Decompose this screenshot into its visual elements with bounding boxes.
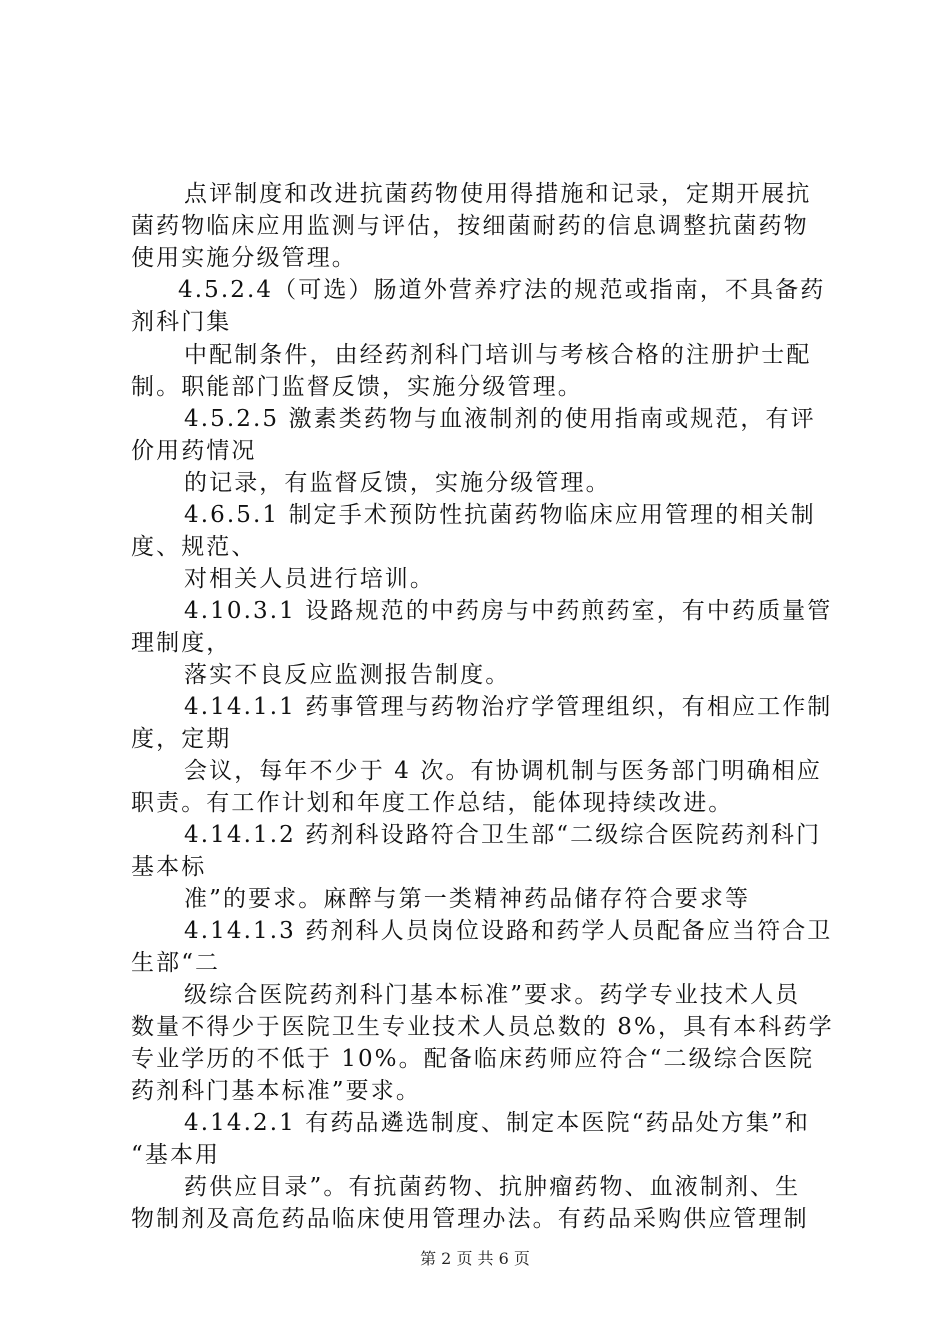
text-line: 物制剂及高危药品临床使用管理办法。有药品采购供应管理制	[131, 1206, 809, 1232]
text-line: 4.14.1.2 药剂科设路符合卫生部“二级综合医院药剂科门	[184, 822, 822, 848]
text-line: 准”的要求。麻醉与第一类精神药品储存符合要求等	[184, 886, 751, 912]
text-line: 数量不得少于医院卫生专业技术人员总数的 8%，具有本科药学	[131, 1014, 834, 1040]
text-line: 点评制度和改进抗菌药物使用得措施和记录，定期开展抗	[184, 181, 812, 207]
text-line: 生部“二	[131, 950, 221, 976]
text-line: 使用实施分级管理。	[131, 245, 357, 271]
text-line: 药供应目录”。有抗菌药物、抗肿瘤药物、血液制剂、生	[184, 1174, 801, 1200]
text-line: 专业学历的不低于 10%。配备临床药师应符合“二级综合医院	[131, 1046, 815, 1072]
text-line: 对相关人员进行培训。	[184, 566, 435, 592]
text-line: 4.6.5.1 制定手术预防性抗菌药物临床应用管理的相关制	[184, 502, 816, 528]
text-line: 4.10.3.1 设路规范的中药房与中药煎药室，有中药质量管	[184, 598, 833, 624]
text-line: 菌药物临床应用监测与评估，按细菌耐药的信息调整抗菌药物	[131, 213, 809, 239]
text-line: 级综合医院药剂科门基本标准”要求。药学专业技术人员	[184, 982, 801, 1008]
text-line: 理制度，	[131, 630, 232, 656]
text-line: 基本标	[131, 854, 207, 880]
text-line: 药剂科门基本标准”要求。	[131, 1078, 421, 1104]
text-line: 剂科门集	[131, 309, 232, 335]
text-line: 4.14.1.1 药事管理与药物治疗学管理组织，有相应工作制	[184, 694, 833, 720]
text-line: 制。职能部门监督反馈，实施分级管理。	[131, 374, 583, 400]
text-line: 4.5.2.4（可选）肠道外营养疗法的规范或指南，不具备药	[178, 277, 826, 303]
text-line: 的记录，有监督反馈，实施分级管理。	[184, 470, 611, 496]
text-line: 4.14.2.1 有药品遴选制度、制定本医院“药品处方集”和	[184, 1110, 810, 1136]
text-line: 度，定期	[131, 726, 232, 752]
text-line: 4.5.2.5 激素类药物与血液制剂的使用指南或规范，有评	[184, 406, 816, 432]
text-line: 职责。有工作计划和年度工作总结，能体现持续改进。	[131, 790, 734, 816]
text-line: “基本用	[131, 1142, 221, 1168]
text-line: 4.14.1.3 药剂科人员岗位设路和药学人员配备应当符合卫	[184, 918, 833, 944]
text-line: 度、规范、	[131, 534, 257, 560]
text-line: 落实不良反应监测报告制度。	[184, 662, 511, 688]
text-line: 价用药情况	[131, 438, 257, 464]
text-line: 中配制条件，由经药剂科门培训与考核合格的注册护士配	[184, 342, 812, 368]
text-line: 会议，每年不少于 4 次。有协调机制与医务部门明确相应	[184, 758, 822, 784]
page-footer: 第 2 页 共 6 页	[420, 1249, 530, 1268]
